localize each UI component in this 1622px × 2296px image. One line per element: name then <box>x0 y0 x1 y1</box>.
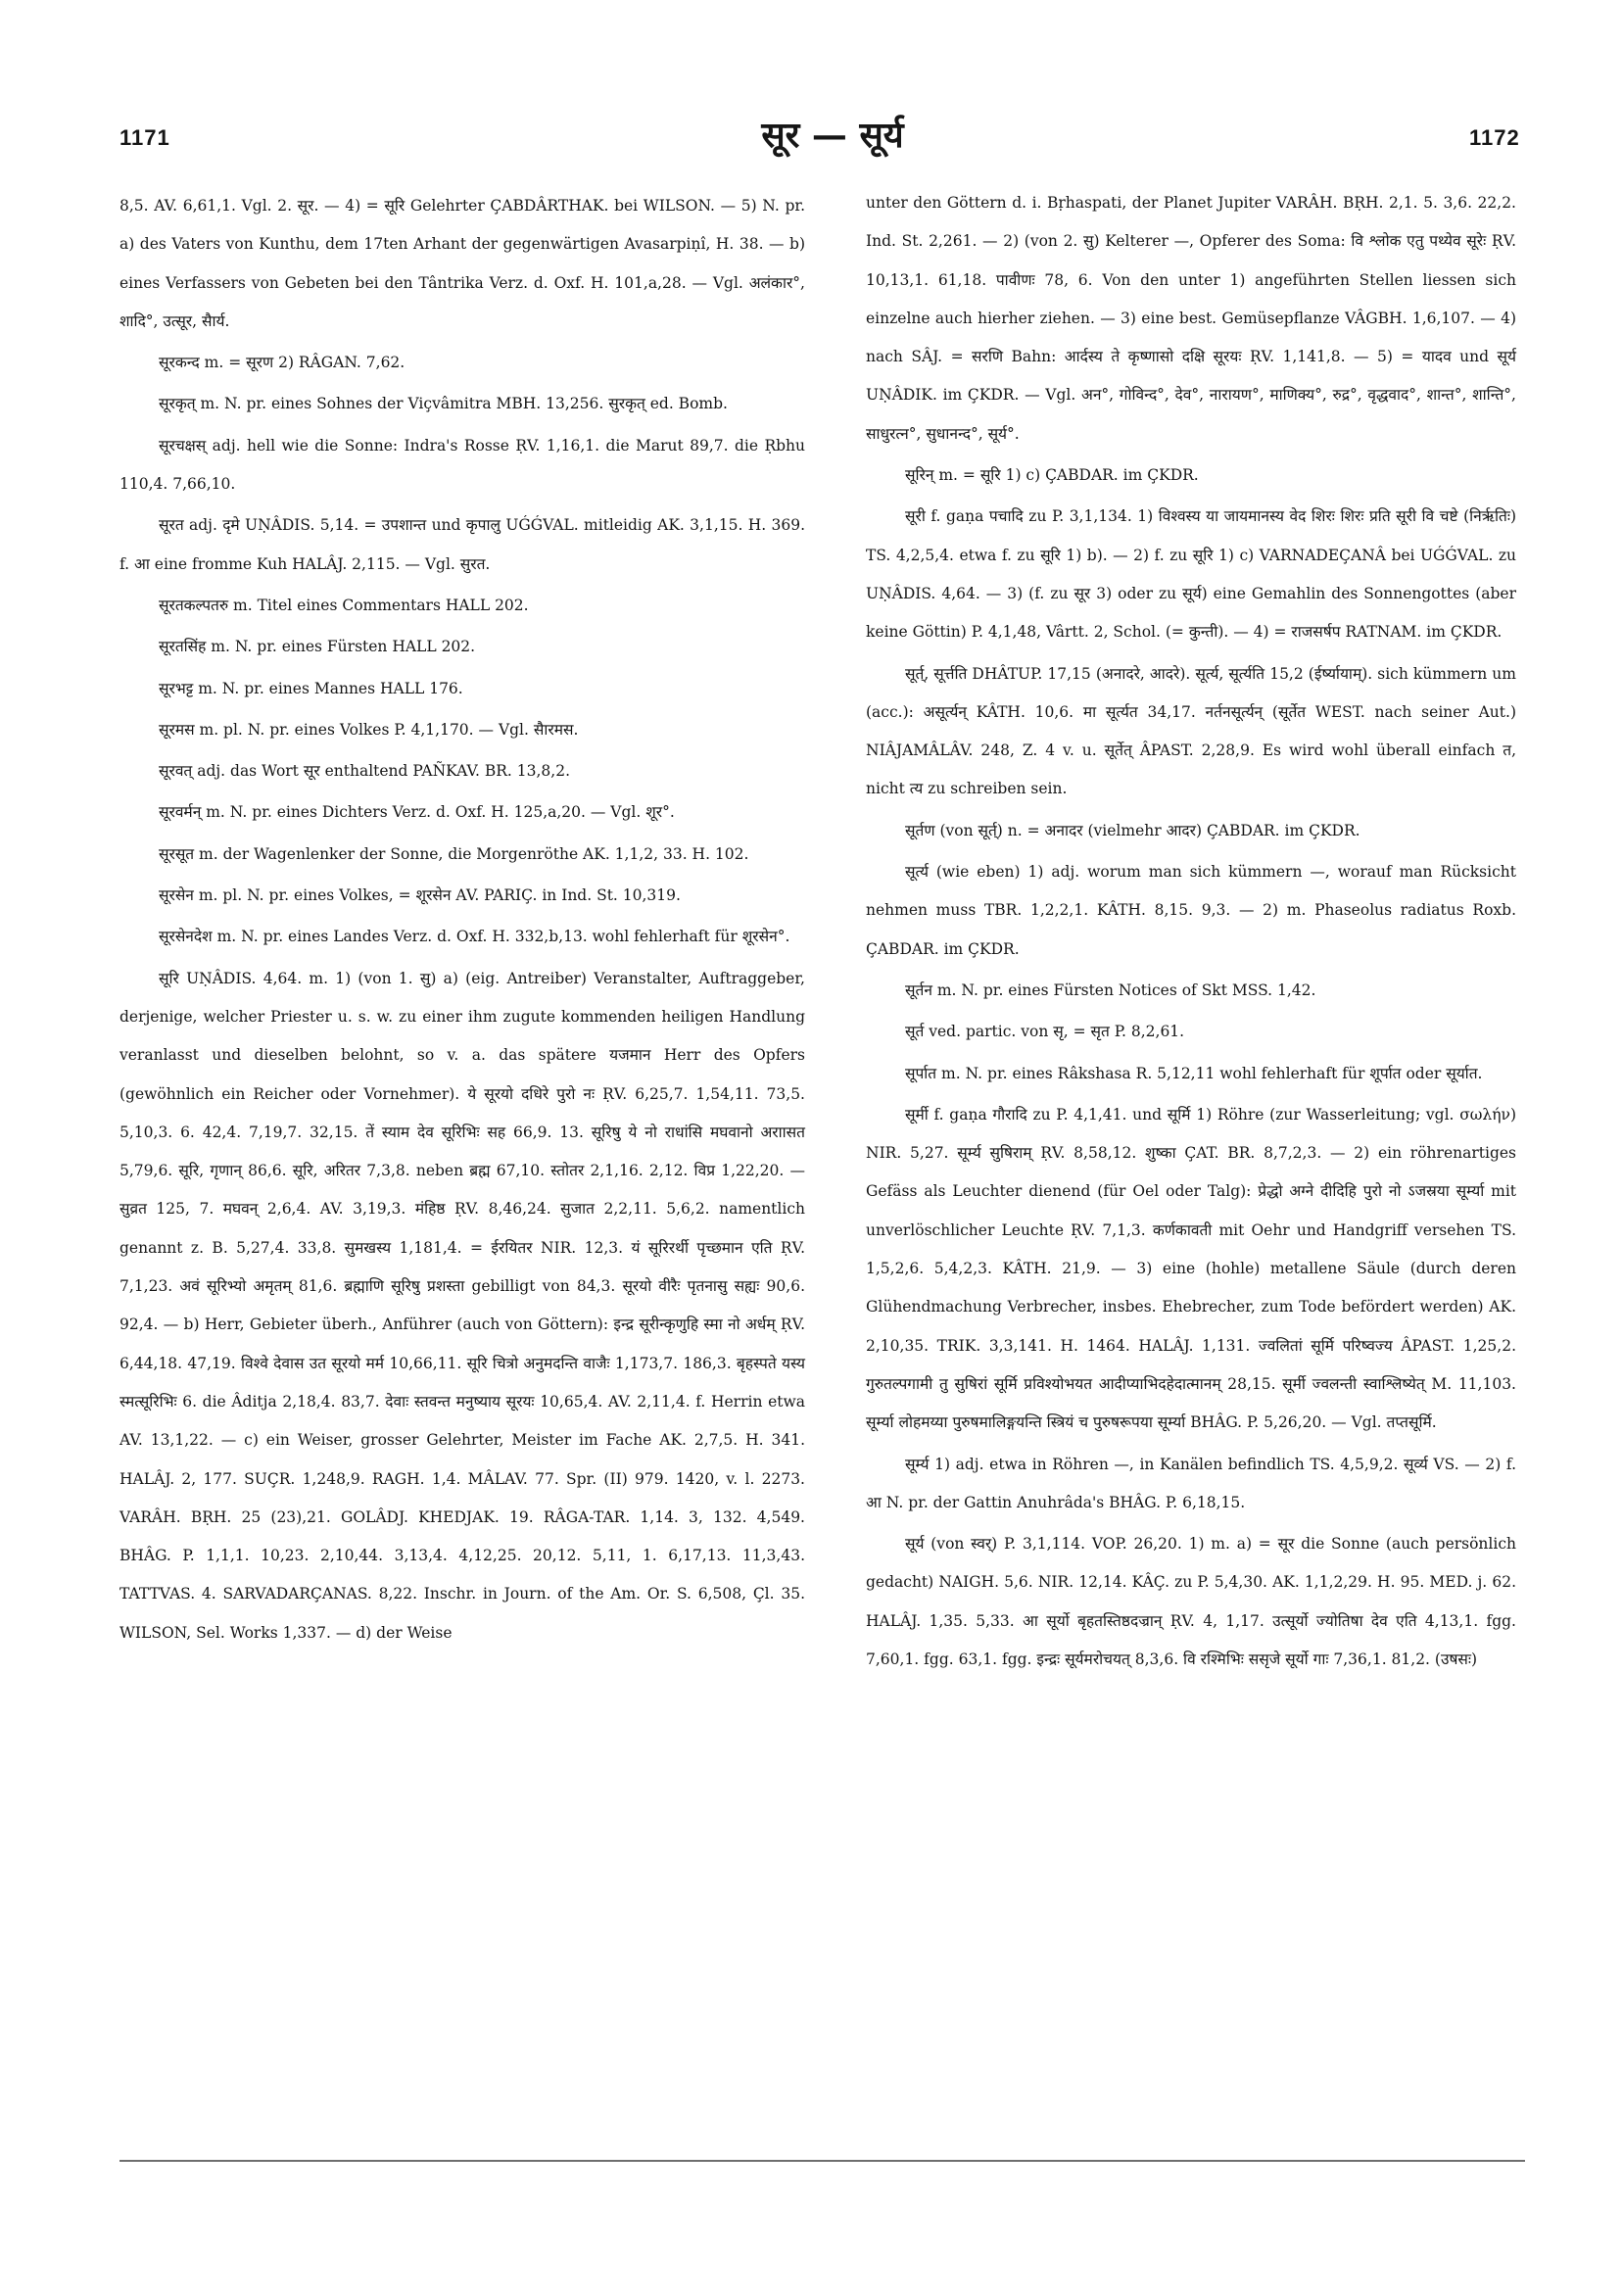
entry-surasena: सूरसेन m. pl. N. pr. eines Volkes, = शूरसेन AV. PARIÇ. in Ind. St. 10,319. <box>159 886 681 905</box>
entry-continuation: 8,5. AV. 6,61,1. Vgl. 2. सूर. — 4) = सूरि Gelehrter ÇABDÂRTHAK. bei WILSON. — 5) N. pr. a) des Vaters von Kunthu, dem 17ten Arhant der gegenwärtigen Avasarpiṇî, H. 38. — b) eines Verfassers von Gebeten bei den Tântrika Verz. d. Oxf. H. 101,a,28. — Vgl. अलंकार°, शादि°, उत्सूर, सैार्य. <box>119 197 805 330</box>
entry-suri-fem: सूरी f. gaṇa पचादि zu P. 3,1,134. 1) विश्वस्य या जायमानस्य वेद शिरः शिरः प्रति सूरी वि चष्टे (निरृतिः) TS. 4,2,5,4. etwa f. zu सूरि 1) b). — 2) f. zu सूरि 1) c) VARNADEÇANÂ bei UǴǴVAL. zu UṆÂDIS. 4,64. — 3) (f. zu सूर 3) oder zu सूर्य) eine Gemahlin des Sonnengottes (aber keine Göttin) P. 4,1,48, Vârtt. 2, Schol. (= कुन्ती). — 4) = राजसर्षप RATNAM. im ÇKDR. <box>866 507 1516 642</box>
entry-suratasimha: सूरतसिंह m. N. pr. eines Fürsten HALL 202. <box>159 638 476 656</box>
entry-surpata: सूर्पात m. N. pr. eines Râkshasa R. 5,12,11 wohl fehlerhaft für शूर्पात oder सूर्यात. <box>905 1064 1483 1082</box>
entry-suramasa: सूरमस m. pl. N. pr. eines Volkes P. 4,1,170. — Vgl. सैारमस. <box>159 720 579 739</box>
entry-surmya: सूर्म्य 1) adj. etwa in Röhren —, in Kanälen befindlich TS. 4,5,9,2. सूर्व्य VS. — 2) f. आ N. pr. der Gattin Anuhrâda's BHÂG. P. 6,18,15. <box>866 1455 1516 1511</box>
page-number-right: 1172 <box>1469 125 1520 150</box>
entry-surta: सूर्त ved. partic. von सृ, = सृत P. 8,2,61. <box>905 1023 1185 1041</box>
entry-surakanda: सूरकन्द m. = सूरण 2) RÂGAN. 7,62. <box>159 354 406 372</box>
entry-surata: सूरत adj. दृमे UṆÂDIS. 5,14. = उपशान्त und कृपालु UǴǴVAL. mitleidig AK. 3,1,15. H. 369. f. आ eine fromme Kuh HALÂJ. 2,115. — Vgl. सुरत. <box>119 516 805 573</box>
running-headword: सूर — सूर्य <box>761 115 904 156</box>
entry-surasuta: सूरसूत m. der Wagenlenker der Sonne, die Morgenröthe AK. 1,1,2, 33. H. 102. <box>159 844 749 863</box>
entry-suravat: सूरवत् adj. das Wort सूर enthaltend PAÑKAV. BR. 13,8,2. <box>159 762 571 781</box>
entry-surtya: सूर्त्य (wie eben) 1) adj. worum man sich kümmern —, worauf man Rücksicht nehmen muss TBR. 1,2,2,1. KÂTH. 8,15. 9,3. — 2) m. Phaseolus radiatus Roxb. ÇABDAR. im ÇKDR. <box>866 863 1516 958</box>
left-column <box>119 184 805 1652</box>
entry-surtana-pr: सूर्तन m. N. pr. eines Fürsten Notices of Skt MSS. 1,42. <box>905 981 1316 999</box>
page-number-left: 1171 <box>119 125 170 150</box>
entry-suratakalpataru: सूरतकल्पतरु m. Titel eines Commentars HALL 202. <box>159 596 529 614</box>
entry-suri-continued: unter den Göttern d. i. Bṛhaspati, der Planet Jupiter VARÂH. BṚH. 2,1. 5. 3,6. 22,2. Ind. St. 2,261. — 2) (von 2. सु) Kelterer —, Opferer des Soma: वि श्लोक एतु पथ्येव सूरेः ṚV. 10,13,1. 61,18. पावीणः 78, 6. Von den unter 1) angeführten Stellen liessen sich einzelne auch hierher ziehen. — 3) eine best. Gemüsepflanze VÂGBH. 1,6,107. — 4) nach SÂJ. = सरणि Bahn: आर्दस्य ते कृष्णासो दक्षि सूरयः ṚV. 1,141,8. — 5) = यादव und सूर्य UṆÂDIK. im ÇKDR. — Vgl. अन°, गोविन्द°, देव°, नारायण°, माणिक्य°, रुद्र°, वृद्धवाद°, शान्त°, शान्ति°, साधुरत्न°, सुधानन्द°, सूर्य°. <box>866 194 1516 443</box>
entry-suravarman: सूरवर्मन् m. N. pr. eines Dichters Verz. d. Oxf. H. 125,a,20. — Vgl. शूर°. <box>159 803 675 822</box>
entry-surakrt: सूरकृत् m. N. pr. eines Sohnes der Viçvâmitra MBH. 13,256. सुरकृत् ed. Bomb. <box>159 395 728 413</box>
entry-surmi: सूर्मी f. gaṇa गौरादि zu P. 4,1,41. und सूर्मि 1) Röhre (zur Wasserleitung; vgl. σωλήν) NIR. 5,27. सूर्म्य सुषिराम् ṚV. 8,58,12. शुष्का ÇAT. BR. 8,7,2,3. — 2) ein röhrenartiges Gefäss als Leuchter dienend (für Oel oder Talg): प्रेद्धो अग्ने दीदिहि पुरो नो ऽजस्रया सूर्म्या mit unverlöschlicher Leuchte ṚV. 7,1,3. कर्णकावती mit Oehr und Handgriff versehen TS. 1,5,2,6. 5,4,2,3. KÂTH. 21,9. — 3) eine (hohle) metallene Säule (durch deren Glühendmachung Verbrecher, insbes. Ehebrecher, zum Tode befördert werden) AK. 2,10,35. TRIK. 3,3,141. H. 1464. HALÂJ. 1,131. ज्वलितां सूर्मि परिष्वज्य ÂPAST. 1,25,2. गुरुतल्पगामी तु सुषिरां सूर्मि प्रविश्योभयत आदीप्याभिदहेदात्मानम् 28,15. सूर्मी ज्वलन्ती स्वाश्लिष्येत् M. 11,103. सूर्म्या लोहमय्या पुरुषमालिङ्गयन्ति स्त्रियं च पुरुषरूपया सूर्म्या BHÂG. P. 5,26,20. — Vgl. तप्तसूर्मि. <box>866 1105 1516 1432</box>
entry-surabhatta: सूरभट्ट m. N. pr. eines Mannes HALL 176. <box>159 679 463 697</box>
entry-surin: सूरिन् m. = सूरि 1) c) ÇABDAR. im ÇKDR. <box>905 466 1199 485</box>
entry-surt: सूर्त्, सूर्त्तति DHÂTUP. 17,15 (अनादरे, आदरे). सूर्त्य, सूर्त्यति 15,2 (ईर्ष्यायाम्). sich kümmern um (acc.): असूर्त्यन् KÂTH. 10,6. मा सूर्त्यत 34,17. नर्तनसूर्त्यन् (सूर्तेत WEST. nach seiner Aut.) NIÂJAMÂLÂV. 248, Z. 4 v. u. सूर्तेत् ÂPAST. 2,28,9. Es wird wohl überall einfach त, nicht त्य zu schreiben sein. <box>866 664 1516 798</box>
entry-suracaksas: सूरचक्षस् adj. hell wie die Sonne: Indra's Rosse ṚV. 1,16,1. die Marut 89,7. die Ṛbhu 110,4. 7,66,10. <box>119 436 805 494</box>
entry-surtana: सूर्तण (von सूर्त्) n. = अनादर (vielmehr आदर) ÇABDAR. im ÇKDR. <box>905 821 1360 839</box>
entry-surya: सूर्य (von स्वर्) P. 3,1,114. VOP. 26,20. 1) m. a) = सूर die Sonne (auch persönlich gedacht) NAIGH. 5,6. NIR. 12,14. KÂÇ. zu P. 5,4,30. AK. 1,1,2,29. H. 95. MED. j. 62. HALÂJ. 1,35. 5,33. आ सूर्यो बृहतस्तिष्ठदज्रान् ṚV. 4, 1,17. उत्सूर्यो ज्योतिषा देव एति 4,13,1. fgg. 7,60,1. fgg. 63,1. fgg. इन्द्रः सूर्यमरोचयत् 8,3,6. वि रश्मिभिः ससृजे सूर्यो गाः 7,36,1. 81,2. (उषसः) <box>866 1535 1516 1668</box>
entry-suri: सूरि UṆÂDIS. 4,64. m. 1) (von 1. सु) a) (eig. Antreiber) Veranstalter, Auftraggeber, derjenige, welcher Priester u. s. w. zu einer ihm zugute kommenden heiligen Handlung veranlasst und dieselben belohnt, so v. a. das spätere यजमान Herr des Opfers (gewöhnlich ein Reicher oder Vornehmer). ये सूरयो दधिरे पुरो नः ṚV. 6,25,7. 1,54,11. 73,5. 5,10,3. 6. 42,4. 7,19,7. 32,15. तें स्याम देव सूरिभिः सह 66,9. 13. सूरिषु ये नो राधांसि मघवानो अराासत 5,79,6. सूरि, गृणान् 86,6. सूरि, अरितर 7,3,8. neben ब्रह्म 67,10. स्तोतर 2,1,16. 2,12. विप्र 1,22,20. — सुव्रत 125, 7. मघवन् 2,6,4. AV. 3,19,3. मंहिष्ठ ṚV. 8,46,24. सुजात 2,2,11. 5,6,2. namentlich genannt z. B. 5,27,4. 33,8. सुमखस्य 1,181,4. = ईरयितर NIR. 12,3. यं सूरिरर्थी पृच्छमान एति ṚV. 7,1,23. अवं सूरिभ्यो अमृतम् 81,6. ब्रह्माणि सूरिषु प्रशस्ता gebilligt von 84,3. सूरयो वीरैः पृतनासु सह्यः 90,6. 92,4. — b) Herr, Gebieter überh., Anführer (auch von Göttern): इन्द्र सूरीन्कृणुहि स्मा नो अर्धम् ṚV. 6,44,18. 47,19. विश्वे देवास उत सूरयो मर्म 10,66,11. सूरि चित्रो अनुमदन्ति वाजैः 1,173,7. 186,3. बृहस्पते यस्य स्मत्सूरिभिः 6. die Âditja 2,18,4. 83,7. देवाः स्तवन्त मनुष्याय सूरयः 10,65,4. AV. 2,11,4. f. Herrin etwa AV. 13,1,22. — c) ein Weiser, grosser Gelehrter, Meister im Fache AK. 2,7,5. H. 341. HALÂJ. 2, 177. SUÇR. 1,248,9. RAGH. 1,4. MÂLAV. 77. Spr. (II) 979. 1420, v. l. 2273. VARÂH. BṚH. 25 (23),21. GOLÂDJ. KHEDJAK. 19. RÂGA-TAR. 1,14. 3, 132. 4,549. BHÂG. P. 1,1,1. 10,23. 2,10,44. 3,13,4. 4,12,25. 20,12. 5,11, 1. 6,17,13. 11,3,43. TATTVAS. 4. SARVADARÇANAS. 8,22. Inschr. in Journ. of the Am. Or. S. 6,508, Çl. 35. WILSON, Sel. Works 1,337. — d) der Weise <box>119 969 805 1642</box>
right-column <box>866 184 1516 1679</box>
footer-rule <box>119 2160 1525 2162</box>
entry-surasenadesa: सूरसेनदेश m. N. pr. eines Landes Verz. d. Oxf. H. 332,b,13. wohl fehlerhaft für शूरसेन°. <box>159 928 790 946</box>
